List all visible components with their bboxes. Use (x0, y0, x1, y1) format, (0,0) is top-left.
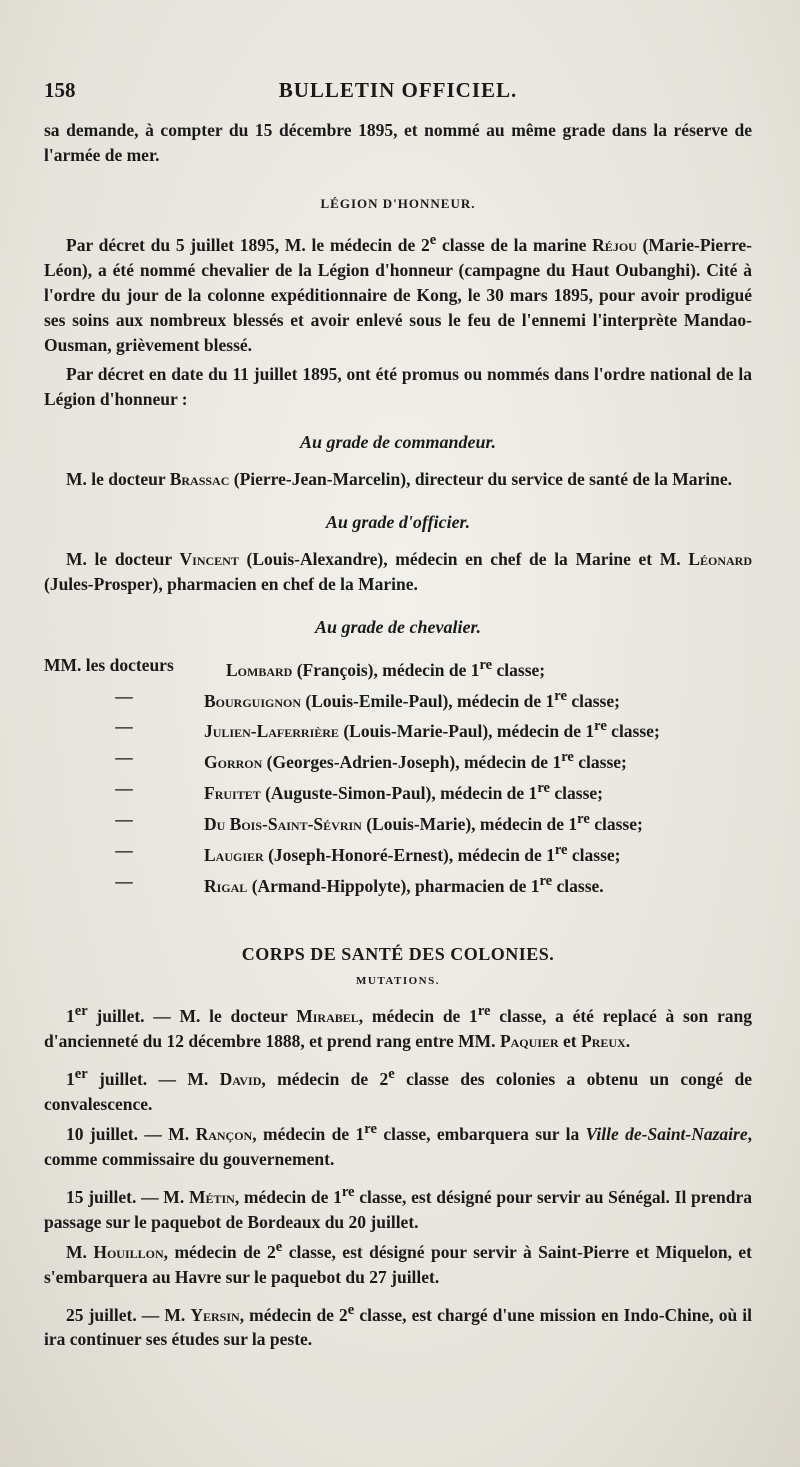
grade-chevalier-heading: Au grade de chevalier. (315, 616, 481, 637)
grade-commandeur-heading: Au grade de commandeur. (299, 431, 496, 452)
list-item: — Du Bois-Saint-Sévrin (Louis-Marie), médecin de 1re classe; (115, 808, 643, 834)
running-title: BULLETIN OFFICIEL. (278, 78, 518, 102)
mutation-entry: 25 juillet. — M. Yersin, médecin de 2e classe, est chargé d'une mission en Indo-Chine, où il ira continuer ses études sur la peste. (44, 1301, 753, 1350)
mutation-entry: 1er juillet. — M. David, médecin de 2e classe des colonies a obtenu un congé de convalescence. (44, 1066, 752, 1115)
person-name: Vincent (179, 548, 239, 569)
mutation-entry: 10 juillet. — M. Rançon, médecin de 1re classe, embarquera sur la Ville de-Saint-Nazaire, comme commissaire du gouvernement. (44, 1121, 752, 1169)
commandeur-entry: M. le docteur Brassac (Pierre-Jean-Marcelin), directeur du service de santé de la Marine. (66, 468, 733, 489)
mutation-entry: M. Houillon, médecin de 2e classe, est désigné pour servir à Saint-Pierre et Miquelon, et s'embarquera au Havre sur le paquebot du 27 juillet. (44, 1238, 752, 1287)
person-name: Réjou (592, 234, 637, 255)
officier-entry: M. le docteur Vincent (Louis-Alexandre), médecin en chef de la Marine et M. Léonard (Jules-Prosper), pharmacien en chef de la Marine. (44, 548, 752, 594)
list-item: — Bourguignon (Louis-Emile-Paul), médecin de 1re classe; (115, 685, 620, 711)
legion-paragraph-2: Par décret en date du 11 juillet 1895, ont été promus ou nommés dans l'ordre national de la Légion d'honneur : (44, 363, 752, 409)
list-item: — Rigal (Armand-Hippolyte), pharmacien de 1re classe. (115, 870, 604, 896)
section-title-legion: LÉGION D'HONNEUR. (320, 196, 476, 211)
list-item: — Fruitet (Auguste-Simon-Paul), médecin de 1re classe; (115, 778, 603, 803)
grade-officier-heading: Au grade d'officier. (325, 511, 471, 532)
list-item: — Laugier (Joseph-Honoré-Ernest), médecin de 1re classe; (115, 839, 621, 865)
person-name: Léonard (688, 548, 752, 569)
person-name: Brassac (169, 468, 230, 489)
page-number: 158 (44, 78, 76, 102)
section-title-corps: CORPS DE SANTÉ DES COLONIES. (241, 944, 555, 965)
list-item: MM. les docteurs Lombard (François), médecin de 1re classe; (44, 654, 546, 680)
mutation-entry: 15 juillet. — M. Métin, médecin de 1re classe, est désigné pour servir au Sénégal. Il prendra passage sur le paquebot de Bordeaux du 20 juillet. (44, 1183, 752, 1232)
legion-paragraph-1: Par décret du 5 juillet 1895, M. le médecin de 2e classe de la marine Réjou (Marie-Pierre-Léon), a été nommé chevalier de la Légion d'honneur (campagne du Haut Oubanghi). Cité à l'ordre du jour de la colonne expéditionnaire de Kong, le 30 mars 1895, pour avoir prodigué ses soins aux nombreux blessés et avoir enlevé sous le feu de l'ennemi l'interprète Mandao-Ousman, grièvement blessé. (44, 232, 753, 355)
page-header (44, 0, 752, 118)
chevalier-list (44, 652, 752, 899)
list-item: — Gorron (Georges-Adrien-Joseph), médecin de 1re classe; (115, 747, 627, 773)
subsection-title-mutations: MUTATIONS. (356, 975, 440, 988)
intro-paragraph: sa demande, à compter du 15 décembre 1895, et nommé au même grade dans la réserve de l'armée de mer. (44, 120, 752, 165)
list-item: — Julien-Laferrière (Louis-Marie-Paul), médecin de 1re classe; (115, 716, 660, 742)
mutation-entry: 1er juillet. — M. le docteur Mirabel, médecin de 1re classe, a été replacé à son rang d'ancienneté du 12 décembre 1888, et prend rang entre MM. Paquier et Preux. (44, 1003, 752, 1052)
